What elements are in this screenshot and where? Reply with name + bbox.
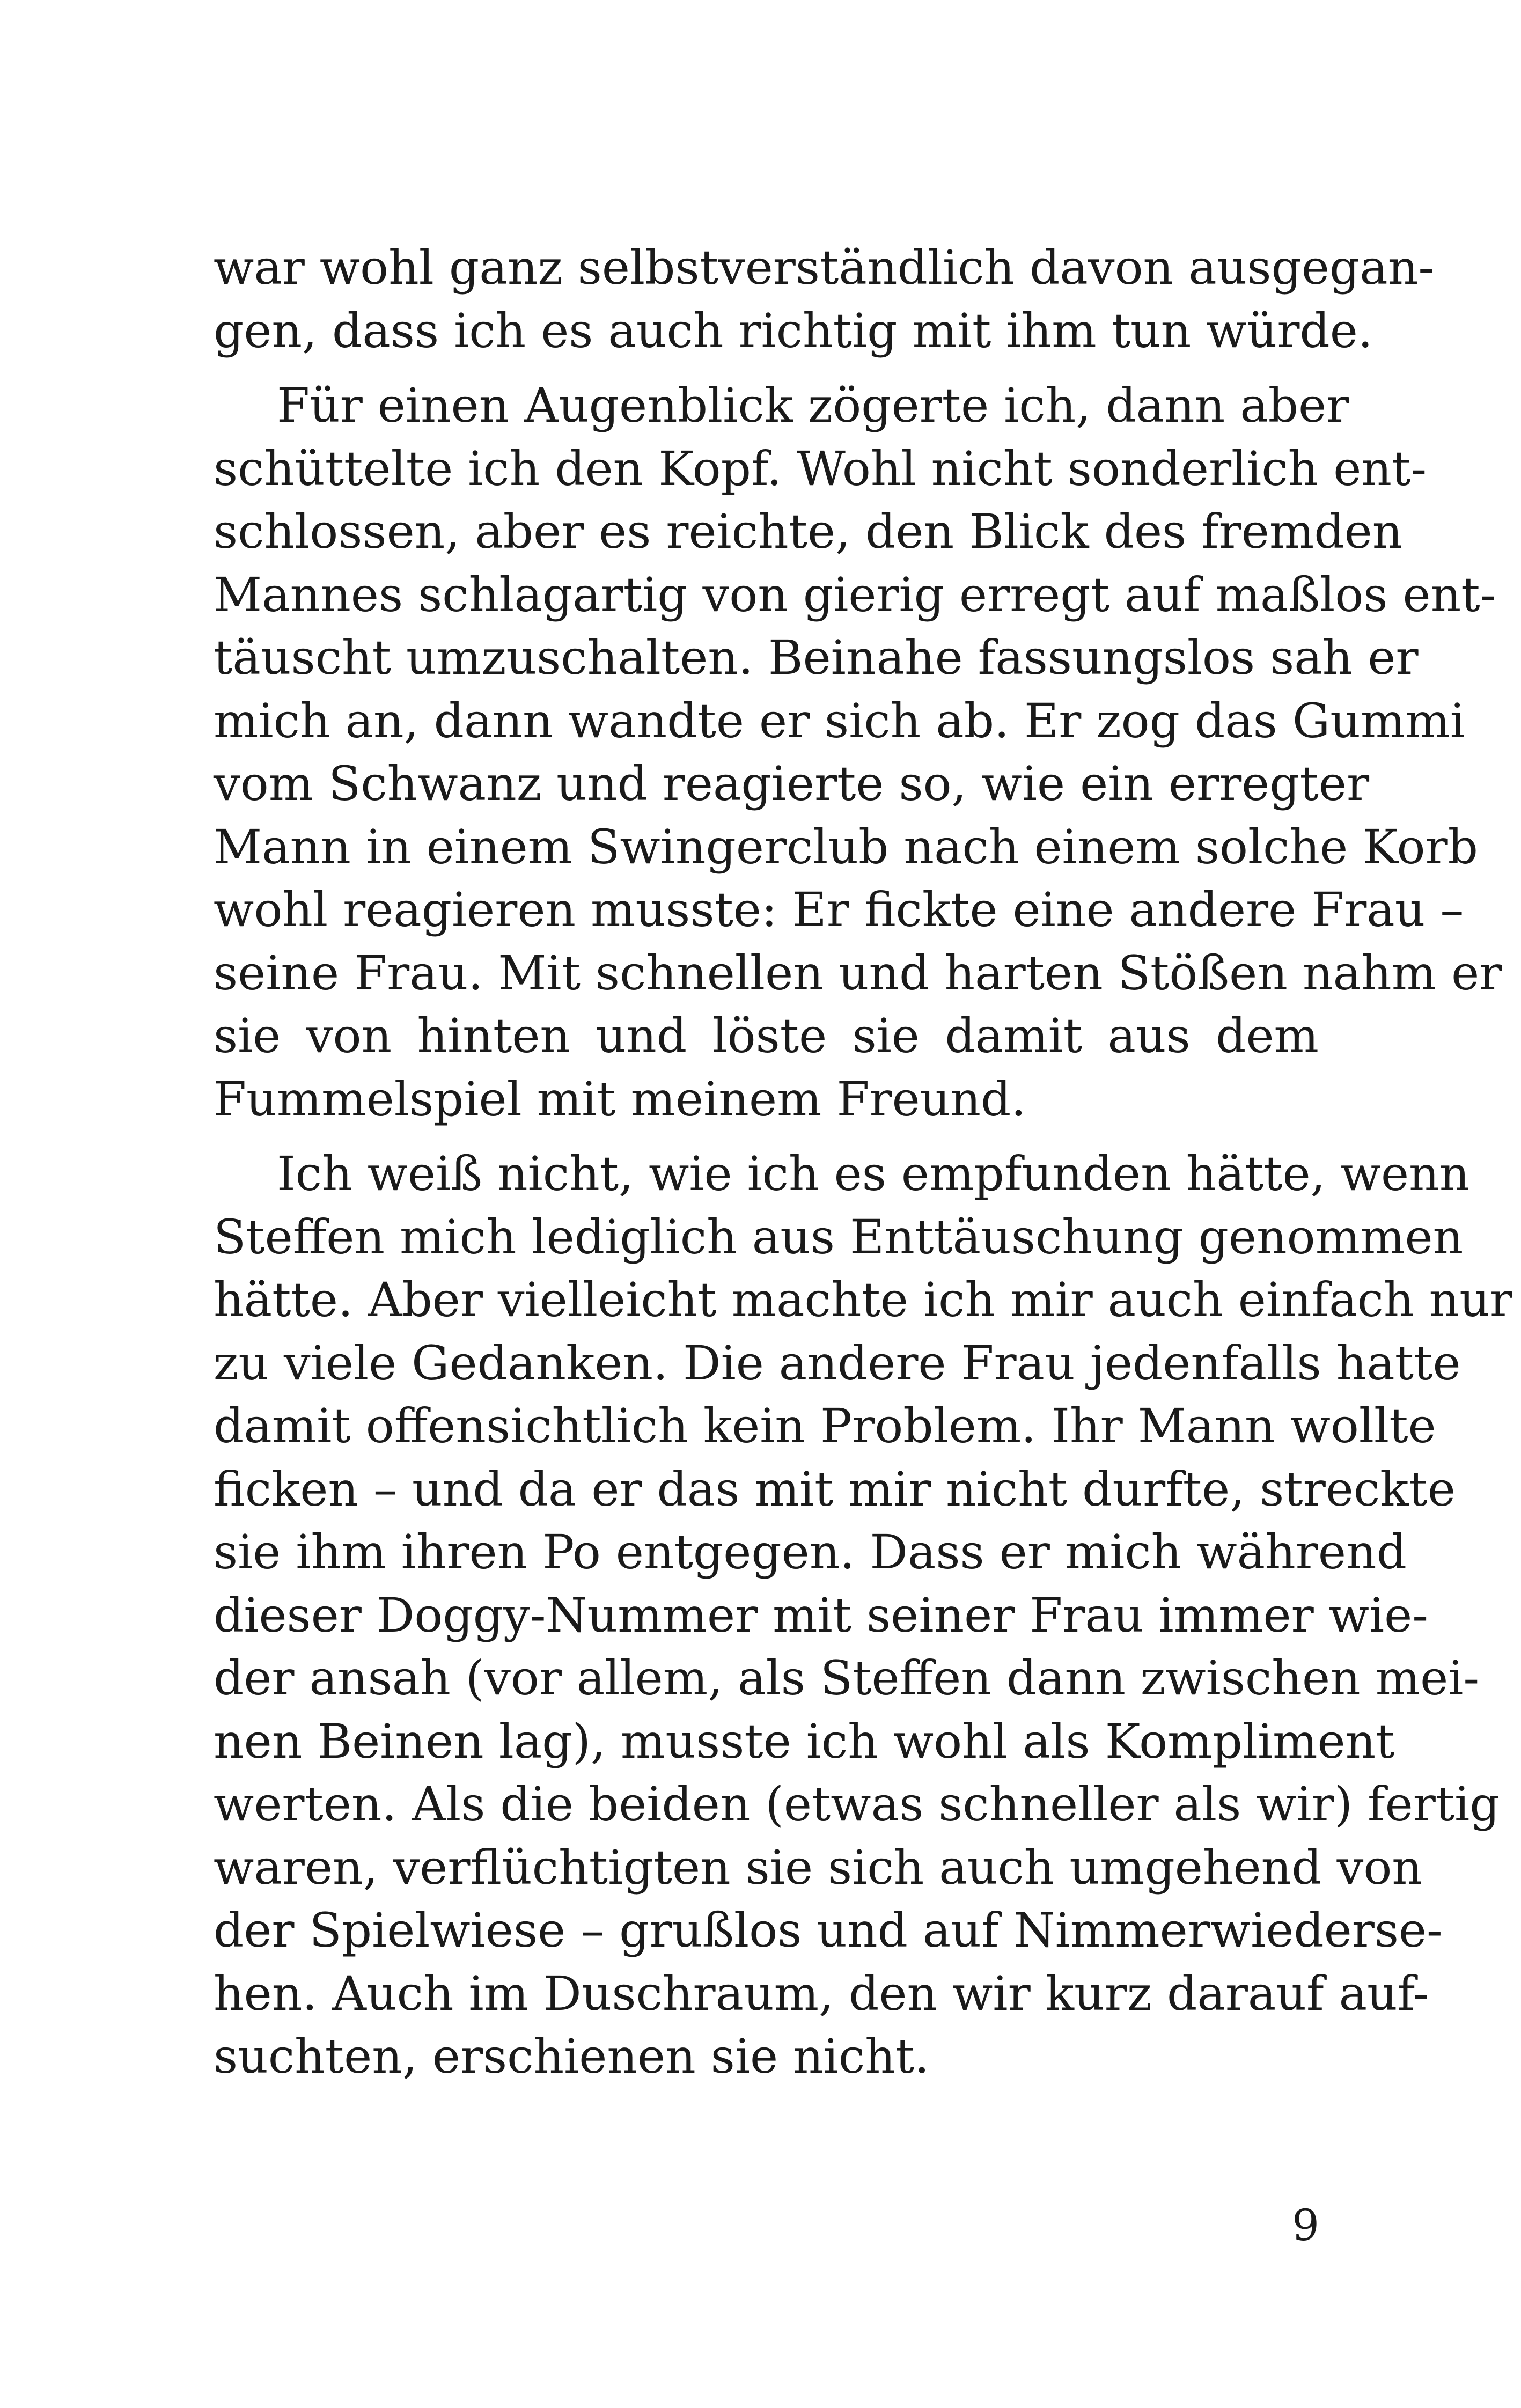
- text-line: waren, verflüchtigten sie sich auch umgehend von: [214, 1839, 1422, 1895]
- text-line: nen Beinen lag), musste ich wohl als Kompliment: [214, 1713, 1395, 1769]
- text-line: zu viele Gedanken. Die andere Frau jedenfalls hatte: [214, 1335, 1461, 1391]
- text-line: der ansah (vor allem, als Steffen dann zwischen mei-: [214, 1650, 1480, 1706]
- text-line: Steffen mich lediglich aus Enttäuschung genommen: [214, 1209, 1464, 1265]
- text-line: hätte. Aber vielleicht machte ich mir auch einfach nur: [214, 1272, 1512, 1327]
- text-line: suchten, erschienen sie nicht.: [214, 2029, 930, 2084]
- paragraph: [214, 374, 1502, 1130]
- text-line: Ich weiß nicht, wie ich es empfunden hätte, wenn: [277, 1146, 1470, 1201]
- text-line: sie von hinten und löste sie damit aus dem: [214, 1008, 1319, 1063]
- text-line: dieser Doggy-Nummer mit seiner Frau immer wie-: [214, 1587, 1428, 1643]
- text-line: der Spielwiese – grußlos und auf Nimmerwiederse-: [214, 1903, 1443, 1958]
- text-line: mich an, dann wandte er sich ab. Er zog das Gummi: [214, 693, 1465, 748]
- text-line: hen. Auch im Duschraum, den wir kurz darauf auf-: [214, 1965, 1429, 2021]
- text-line: Mann in einem Swingerclub nach einem solche Korb: [214, 819, 1478, 875]
- text-line: gen, dass ich es auch richtig mit ihm tun würde.: [214, 303, 1373, 358]
- text-line: Für einen Augenblick zögerte ich, dann aber: [277, 378, 1349, 433]
- text-line: täuscht umzuschalten. Beinahe fassungslos sah er: [214, 630, 1419, 685]
- text-line: seine Frau. Mit schnellen und harten Stößen nahm er: [214, 945, 1502, 1001]
- text-line: schlossen, aber es reichte, den Blick des fremden: [214, 504, 1403, 559]
- text-line: damit offensichtlich kein Problem. Ihr Mann wollte: [214, 1398, 1436, 1453]
- text-line: Fummelspiel mit meinem Freund.: [214, 1071, 1026, 1127]
- text-line: werten. Als die beiden (etwas schneller als wir) fertig: [214, 1776, 1500, 1832]
- page-number: 9: [1292, 2200, 1319, 2250]
- text-line: Mannes schlagartig von gierig erregt auf maßlos ent-: [214, 567, 1496, 622]
- text-line: sie ihm ihren Po entgegen. Dass er mich während: [214, 1524, 1407, 1580]
- paragraph: [214, 236, 1435, 362]
- text-line: war wohl ganz selbstverständlich davon ausgegan-: [214, 240, 1435, 295]
- text-line: schüttelte ich den Kopf. Wohl nicht sonderlich ent-: [214, 441, 1427, 496]
- body-text: [214, 236, 1512, 2088]
- text-line: ficken – und da er das mit mir nicht durfte, streckte: [214, 1461, 1456, 1517]
- paragraph: [214, 1142, 1512, 2088]
- text-line: vom Schwanz und reagierte so, wie ein erregter: [214, 756, 1370, 811]
- text-line: wohl reagieren musste: Er fickte eine andere Frau –: [214, 882, 1464, 937]
